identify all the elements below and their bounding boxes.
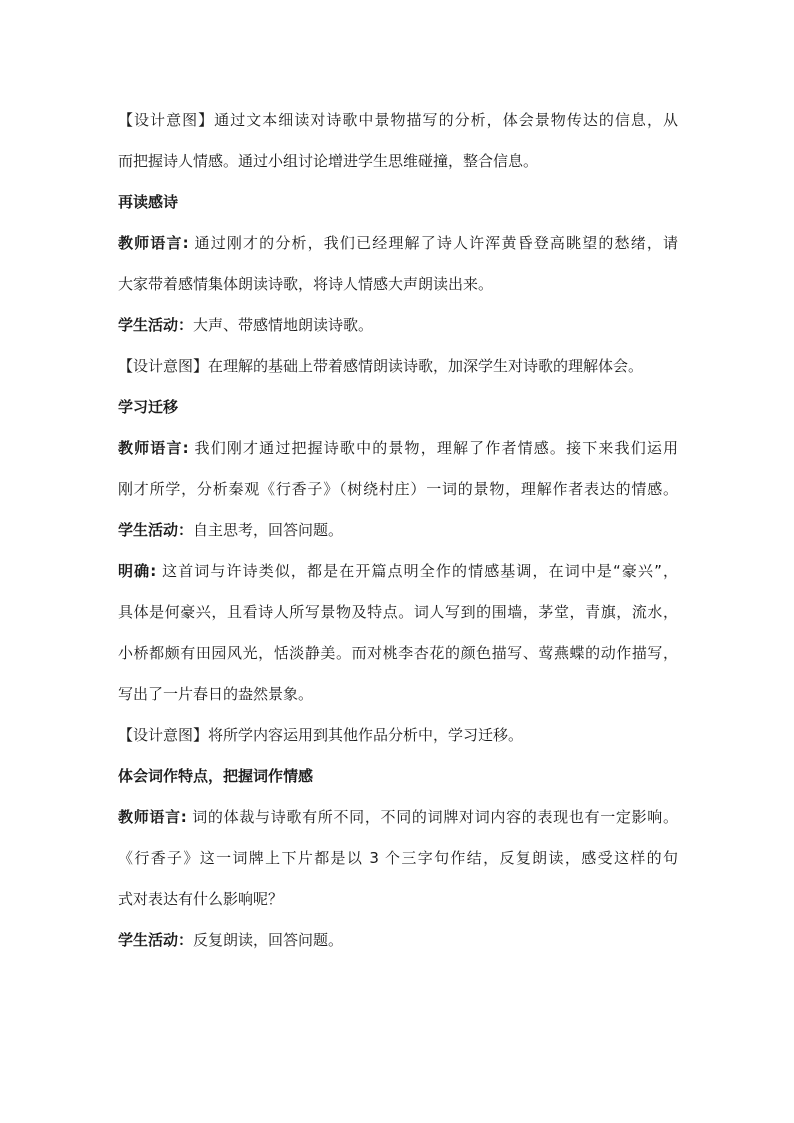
speaker-label: 教师语言: <box>118 234 189 252</box>
line-text: 而把握诗人情感。通过小组讨论增进学生思维碰撞，整合信息。 <box>118 152 539 170</box>
line-text: 大家带着感情集体朗读诗歌，将诗人情感大声朗读出来。 <box>118 275 494 293</box>
line-text: 小桥都颇有田园风光，恬淡静美。而对桃李杏花的颜色描写、莺燕蝶的动作描写， <box>118 644 678 662</box>
paragraph-line <box>118 920 678 961</box>
speaker-label: 教师语言: <box>118 439 189 457</box>
paragraph-line <box>118 551 678 592</box>
section-heading: 再读感诗 <box>118 193 179 211</box>
paragraph-line <box>118 674 678 715</box>
paragraph-line <box>118 141 678 182</box>
paragraph-line <box>118 879 678 920</box>
line-text: 通过刚才的分析，我们已经理解了诗人许浑黄昏登高眺望的愁绪，请 <box>188 234 679 252</box>
line-text: 【设计意图】在理解的基础上带着感情朗读诗歌，加深学生对诗歌的理解体会。 <box>118 357 644 375</box>
line-text: 式对表达有什么影响呢？ <box>118 890 284 908</box>
line-text: 【设计意图】通过文本细读对诗歌中景物描写的分析，体会景物传达的信息，从 <box>118 111 678 129</box>
line-text: 写出了一片春日的盎然景象。 <box>118 685 314 703</box>
paragraph-line <box>118 797 678 838</box>
paragraph-line <box>118 633 678 674</box>
line-text: 自主思考，回答问题。 <box>193 521 344 539</box>
line-text: 《行香子》这一词牌上下片都是以 3 个三字句作结，反复朗读，感受这样的句 <box>118 849 678 867</box>
document-body <box>118 100 678 961</box>
section-heading: 学习迁移 <box>118 398 179 416</box>
paragraph-line <box>118 428 678 469</box>
paragraph-line <box>118 305 678 346</box>
paragraph-line <box>118 223 678 264</box>
section-heading: 体会词作特点，把握词作情感 <box>118 767 314 785</box>
line-text: 我们刚才通过把握诗歌中的景物，理解了作者情感。接下来我们运用 <box>188 439 679 457</box>
line-text: 大声、带感情地朗读诗歌。 <box>193 316 374 334</box>
paragraph-line <box>118 592 678 633</box>
paragraph-line <box>118 346 678 387</box>
line-text: 【设计意图】将所学内容运用到其他作品分析中，学习迁移。 <box>118 726 524 744</box>
line-text: 具体是何豪兴，且看诗人所写景物及特点。词人写到的围墙，茅堂，青旗，流水， <box>118 603 678 621</box>
paragraph-line <box>118 469 678 510</box>
paragraph-line <box>118 100 678 141</box>
line-text: 反复朗读，回答问题。 <box>193 931 344 949</box>
speaker-label: 学生活动： <box>118 931 194 949</box>
speaker-label: 教师语言: <box>118 808 187 826</box>
paragraph-line <box>118 715 678 756</box>
paragraph-line <box>118 264 678 305</box>
speaker-label: 明确: <box>118 562 157 580</box>
speaker-label: 学生活动： <box>118 316 194 334</box>
paragraph-line <box>118 510 678 551</box>
line-text: 刚才所学，分析秦观《行香子》（树绕村庄）一词的景物，理解作者表达的情感。 <box>118 480 678 498</box>
line-text: 词的体裁与诗歌有所不同，不同的词牌对词内容的表现也有一定影响。 <box>186 808 679 826</box>
speaker-label: 学生活动： <box>118 521 194 539</box>
paragraph-line <box>118 838 678 879</box>
line-text: 这首词与许诗类似，都是在开篇点明全作的情感基调，在词中是“豪兴”， <box>156 562 678 580</box>
